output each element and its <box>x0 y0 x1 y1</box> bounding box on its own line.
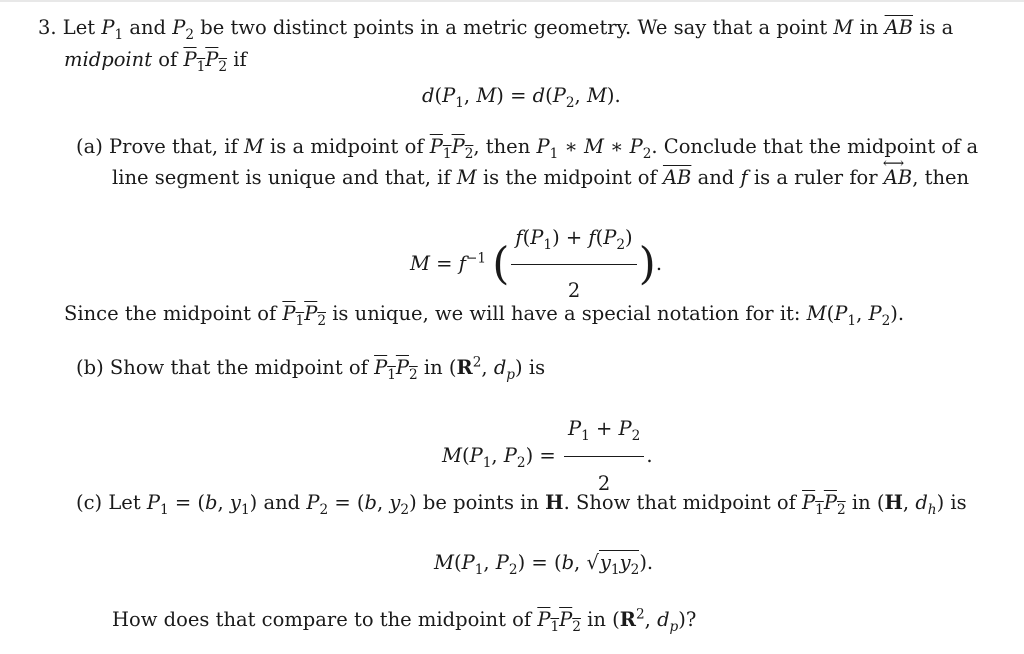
equation-distance: $d(P_1$, $M) = d(P_2$, M). <box>422 84 621 111</box>
fraction: $\frac{P_1 + P_2}{2}$ <box>564 404 644 509</box>
part-b-line-1: (b) Show that the midpoint of $P_1P_2$ in ($R^2$, $d_p$) is <box>76 354 546 383</box>
midpoint-notation-note: Since the midpoint of $P_1P_2$ is unique, we will have a special notation for it: $M(P_1$, $P_2$). <box>64 302 905 329</box>
part-a-equation: $M = f^{-1}$ ( $\frac{f(P_1) + f(P_2)}{2}$ ). <box>410 214 662 315</box>
problem-number: 3. <box>38 16 57 39</box>
top-border <box>0 0 1024 2</box>
part-a-label: (a) <box>76 135 103 158</box>
fraction: $\frac{f(P_1) + f(P_2)}{2}$ <box>511 214 636 315</box>
problem-intro-line-1: 3. Let $P_1$ and $P_2$ be two distinct points in a metric geometry. We say that a point M in $\overline{AB}$ is a <box>38 16 954 43</box>
part-a-line-1: (a) Prove that, if M is a midpoint of $P_1P_2$, then $P_1$ ∗ M ∗ $P_2$. Conclude that the midpoint of a <box>76 135 979 162</box>
part-b-label: (b) <box>76 356 104 379</box>
part-c-line-2: How does that compare to the midpoint of $P_1P_2$ in ($R^2$, $d_p$)? <box>112 606 697 635</box>
problem-intro-line-2: midpoint of $P_1P_2$ if <box>64 48 247 75</box>
part-c-line-1: (c) Let $P_1 = (b$, $y_1$) and $P_2 = (b$, $y_2$) be points in H. Show that midpoint of $P_1P_2$ in (H, $d_h$) is <box>76 491 967 518</box>
part-b-equation: $M(P_1$, $P_2$) = $\frac{P_1 + P_2}{2}$ . <box>442 404 653 509</box>
part-c-equation: $M(P_1$, $P_2) = (b$, $√y_1y_2$). <box>434 551 654 578</box>
part-a-line-2: line segment is unique and that, if M is the midpoint of $\overline{AB}$ and f is a ruler for ⟷ AB, then <box>112 166 969 190</box>
part-c-label: (c) <box>76 491 103 514</box>
